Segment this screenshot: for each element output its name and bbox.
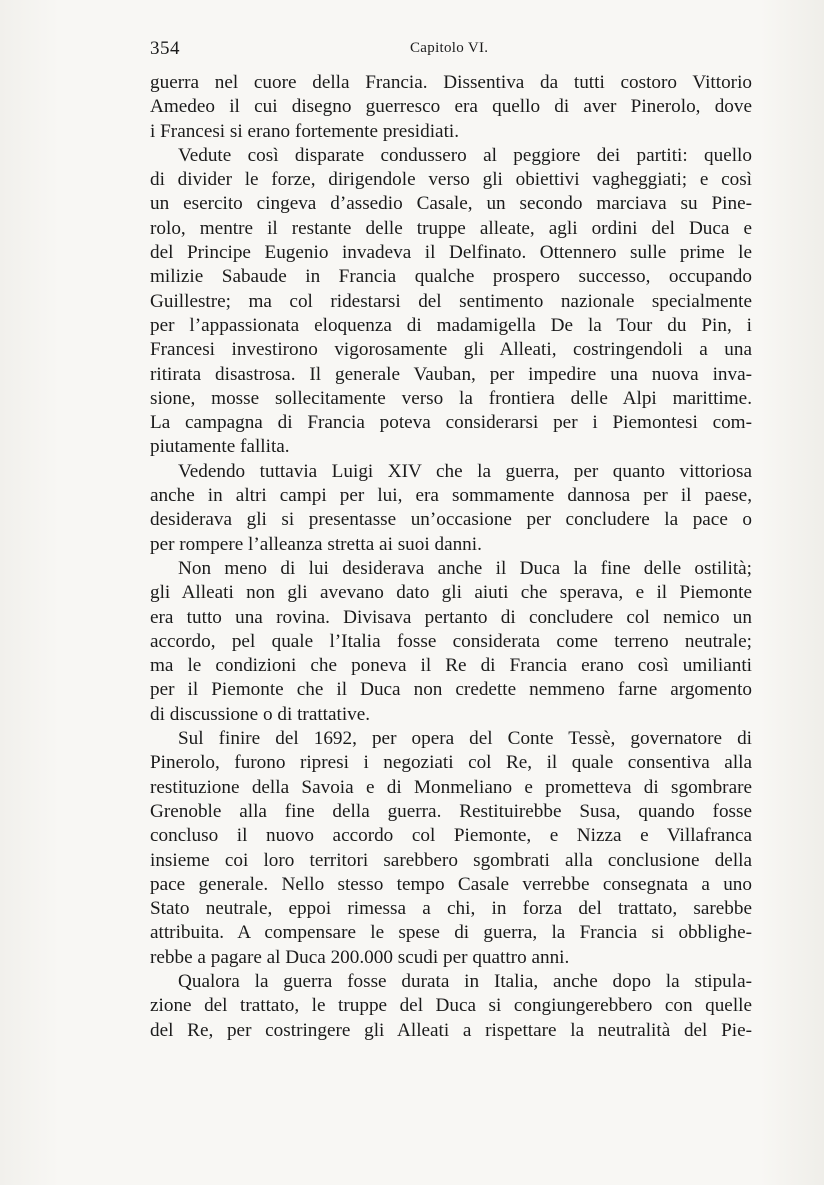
text-line: di discussione o di trattative. [150, 703, 371, 725]
text-line: ritirata disastrosa. Il generale Vauban, per impedire una nuova inva- [150, 363, 752, 385]
paragraph [150, 460, 752, 557]
text-line: concluso il nuovo accordo col Piemonte, e Nizza e Villafranca [150, 825, 752, 847]
text-line: Non meno di lui desiderava anche il Duca la fine delle ostilità; [178, 557, 752, 579]
text-line: per rompere l’alleanza stretta ai suoi danni. [150, 533, 482, 555]
text-line: per il Piemonte che il Duca non credette nemmeno farne argomento [150, 679, 752, 701]
running-head [150, 38, 752, 62]
text-line: del Principe Eugenio invadeva il Delfinato. Ottennero sulle prime le [150, 242, 752, 264]
text-line: accordo, pel quale l’Italia fosse considerata come terreno neutrale; [150, 630, 752, 652]
text-line: Amedeo il cui disegno guerresco era quello di aver Pinerolo, dove [150, 96, 752, 118]
paragraph [150, 144, 752, 460]
text-line: per l’appassionata eloquenza di madamigella De la Tour du Pin, i [150, 314, 752, 336]
text-line: piutamente fallita. [150, 436, 290, 458]
text-line: Pinerolo, furono ripresi i negoziati col Re, il quale consentiva alla [150, 752, 752, 774]
text-line: Guillestre; ma col ridestarsi del sentimento nazionale specialmente [150, 290, 752, 312]
text-line: rolo, mentre il restante delle truppe alleate, agli ordini del Duca e [150, 217, 752, 239]
text-line: era tutto una rovina. Divisava pertanto di concludere col nemico un [150, 606, 752, 628]
paragraph [150, 970, 752, 1043]
text-line: sione, mosse sollecitamente verso la frontiera delle Alpi marittime. [150, 387, 752, 409]
paragraph [150, 727, 752, 970]
page-number: 354 [150, 38, 180, 59]
text-line: Francesi investirono vigorosamente gli Alleati, costringendoli a una [150, 339, 752, 361]
text-line: di divider le forze, dirigendole verso gli obiettivi vagheggiati; e così [150, 169, 752, 191]
paragraph [150, 71, 752, 144]
text-line: restituzione della Savoia e di Monmeliano e prometteva di sgombrare [150, 776, 752, 798]
text-line: La campagna di Francia poteva considerarsi per i Piemontesi com- [150, 412, 752, 434]
text-line: attribuita. A compensare le spese di guerra, la Francia si obblighe- [150, 922, 752, 944]
text-line: insieme coi loro territori sarebbero sgombrati alla conclusione della [150, 849, 752, 871]
text-line: i Francesi si erano fortemente presidiati. [150, 120, 460, 142]
text-line: Grenoble alla fine della guerra. Restituirebbe Susa, quando fosse [150, 800, 752, 822]
text-line: guerra nel cuore della Francia. Dissentiva da tutti costoro Vittorio [150, 72, 752, 93]
text-line: Stato neutrale, eppoi rimessa a chi, in forza del trattato, sarebbe [150, 898, 752, 920]
paragraph [150, 557, 752, 727]
text-line: zione del trattato, le truppe del Duca si congiungerebbero con quelle [150, 995, 752, 1017]
text-line: Qualora la guerra fosse durata in Italia, anche dopo la stipula- [178, 970, 752, 992]
text-line: ma le condizioni che poneva il Re di Francia erano così umilianti [150, 655, 752, 677]
body-text [150, 71, 752, 1043]
text-line: pace generale. Nello stesso tempo Casale verrebbe consegnata a uno [150, 873, 752, 895]
text-line: rebbe a pagare al Duca 200.000 scudi per quattro anni. [150, 946, 570, 968]
text-line: milizie Sabaude in Francia qualche prospero successo, occupando [150, 266, 752, 288]
text-line: un esercito cingeva d’assedio Casale, un secondo marciava su Pine- [150, 193, 752, 215]
text-line: gli Alleati non gli avevano dato gli aiuti che sperava, e il Piemonte [150, 582, 752, 604]
text-line: anche in altri campi per lui, era sommamente dannosa per il paese, [150, 485, 752, 507]
text-line: Sul finire del 1692, per opera del Conte Tessè, governatore di [178, 728, 752, 750]
text-line: del Re, per costringere gli Alleati a rispettare la neutralità del Pie- [150, 1019, 752, 1041]
text-line: desiderava gli si presentasse un’occasione per concludere la pace o [150, 509, 752, 531]
text-line: Vedute così disparate condussero al peggiore dei partiti: quello [178, 144, 752, 166]
chapter-title: Capitolo VI. [410, 40, 489, 56]
text-line: Vedendo tuttavia Luigi XIV che la guerra, per quanto vittoriosa [178, 460, 752, 482]
